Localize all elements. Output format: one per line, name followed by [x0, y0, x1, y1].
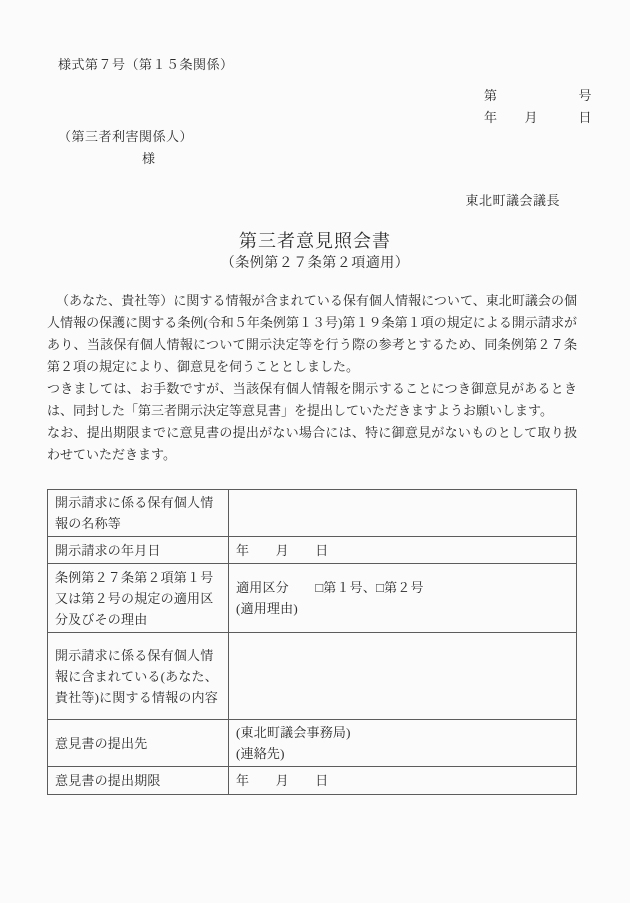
- doc-number-line: 第 号: [483, 88, 592, 103]
- table-row-submission-place: [48, 720, 577, 767]
- row-value-submission-deadline: 年 月 日: [229, 767, 577, 795]
- row-value-request-date: 年 月 日: [229, 537, 577, 564]
- row-value-information-name: [229, 490, 577, 537]
- form-number: 様式第７号（第１５条関係）: [58, 57, 234, 72]
- sender-title: 東北町議会議長: [465, 193, 560, 208]
- body-paragraph-2: つきましては、お手数ですが、当該保有個人情報を開示することにつき御意見があるときは、同封した「第三者開示決定等意見書」を提出していただきますようお願いします。: [47, 381, 577, 418]
- third-party-label: （第三者利害関係人）: [58, 129, 194, 144]
- submission-place-office: (東北町議会事務局): [236, 725, 351, 740]
- row-label-submission-deadline: 意見書の提出期限: [48, 767, 229, 795]
- row-label-information-name: 開示請求に係る保有個人情報の名称等: [48, 490, 229, 537]
- form-table: [47, 489, 577, 795]
- table-row-request-date: [48, 537, 577, 564]
- table-row-information-name: [48, 490, 577, 537]
- date-line: 年 月 日: [483, 110, 592, 125]
- row-value-information-content: [229, 633, 577, 720]
- row-label-submission-place: 意見書の提出先: [48, 720, 229, 767]
- body-paragraph-1: （あなた、貴社等）に関する情報が含まれている保有個人情報について、東北町議会の個人情報の保護に関する条例(令和５年条例第１３号)第１９条第１項の規定による開示請求があり、当該保有個人情報について開示決定等を行う際の参考とするため、同条例第２７条第２項の規定により、御意見を伺うこととしました。: [47, 293, 577, 374]
- row-value-submission-place: [229, 720, 577, 767]
- table-row-submission-deadline: [48, 767, 577, 795]
- document-subtitle: （条例第２７条第２項適用）: [220, 256, 410, 271]
- addressee-suffix: 様: [142, 151, 156, 166]
- submission-place-contact: (連絡先): [236, 746, 285, 761]
- table-row-applicable-category: [48, 564, 577, 633]
- row-label-information-content: 開示請求に係る保有個人情報に含まれている(あなた、貴社等)に関する情報の内容: [48, 633, 229, 720]
- table-row-information-content: [48, 633, 577, 720]
- body-text: [47, 290, 577, 466]
- row-value-applicable-category: [229, 564, 577, 633]
- row-label-request-date: 開示請求の年月日: [48, 537, 229, 564]
- document-title: 第三者意見照会書: [239, 231, 391, 251]
- applicable-category-checkboxes: 適用区分 □第１号、□第２号: [236, 580, 424, 595]
- body-paragraph-3: なお、提出期限までに意見書の提出がない場合には、特に御意見がないものとして取り扱わせていただきます。: [47, 425, 577, 462]
- row-label-applicable-category: 条例第２７条第２項第１号又は第２号の規定の適用区分及びその理由: [48, 564, 229, 633]
- applicable-reason-label: (適用理由): [236, 601, 298, 616]
